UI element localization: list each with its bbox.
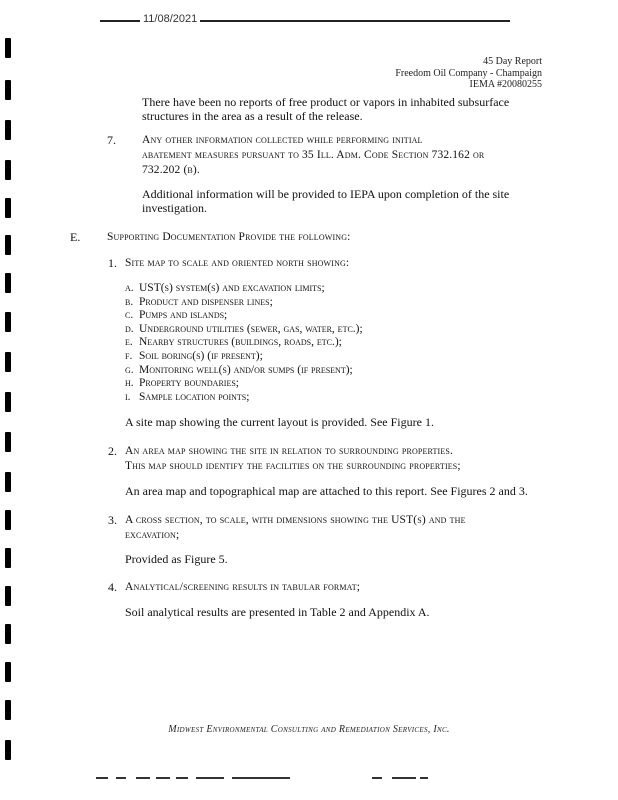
binder-hole-mark	[5, 160, 11, 180]
scan-dash	[372, 777, 382, 779]
site-map-checklist	[125, 282, 363, 404]
binder-hole-mark	[5, 38, 11, 58]
sub1-number: 1.	[108, 256, 117, 270]
list-item: e. Nearby structures (buildings, roads, etc.);	[125, 336, 342, 349]
binder-hole-mark	[5, 273, 11, 293]
intro-paragraph: There have been no reports of free product or vapors in inhabited subsurface structures in the area as a result of the release.	[142, 95, 510, 123]
section-e-letter: E.	[70, 230, 81, 244]
sub1-response: A site map showing the current layout is provided. See Figure 1.	[125, 415, 434, 429]
item7-response: Additional information will be provided to IEPA upon completion of the site investigation.	[142, 187, 510, 215]
scan-dash	[96, 777, 108, 779]
list-item: g. Monitoring well(s) and/or sumps (if present);	[125, 363, 353, 376]
binder-hole-mark	[5, 548, 11, 568]
sub4-response: Soil analytical results are presented in Table 2 and Appendix A.	[125, 605, 430, 619]
list-item: f. Soil boring(s) (if present);	[125, 349, 263, 362]
binder-hole-mark	[5, 586, 11, 606]
sub3-response: Provided as Figure 5.	[125, 552, 228, 566]
header-report-title: 45 Day Report	[483, 56, 542, 67]
binder-hole-mark	[5, 432, 11, 452]
scan-dash	[136, 777, 150, 779]
binder-hole-mark	[5, 392, 11, 412]
date-stamp: 11/08/2021	[140, 13, 200, 25]
binder-hole-mark	[5, 235, 11, 255]
scan-dash	[232, 777, 290, 779]
binder-hole-mark	[5, 80, 11, 100]
binder-hole-mark	[5, 510, 11, 530]
binder-hole-mark	[5, 312, 11, 332]
sub2-number: 2.	[108, 444, 117, 458]
scan-dash	[196, 777, 224, 779]
binder-hole-mark	[5, 624, 11, 644]
list-item: b. Product and dispenser lines;	[125, 295, 273, 308]
item7-title: Any other information collected while performing initial abatement measures pursuant to 35 Ill. Adm. Code Section 732.162 or 732.202 (b).	[142, 134, 485, 176]
sub3-number: 3.	[108, 513, 117, 527]
section-e-title: Supporting Documentation Provide the following:	[107, 231, 351, 243]
sub4-title: Analytical/screening results in tabular format;	[125, 581, 361, 593]
sub4-number: 4.	[108, 580, 117, 594]
item7-number: 7.	[107, 133, 116, 147]
scan-dash	[116, 777, 126, 779]
header-iema-number: IEMA #20080255	[469, 79, 542, 90]
list-item: i. Sample location points;	[125, 390, 250, 403]
sub2-response: An area map and topographical map are attached to this report. See Figures 2 and 3.	[125, 484, 528, 498]
binder-hole-mark	[5, 352, 11, 372]
binder-hole-mark	[5, 472, 11, 492]
scan-dash	[392, 777, 416, 779]
list-item: h. Property boundaries;	[125, 377, 239, 390]
page-footer: Midwest Environmental Consulting and Remediation Services, Inc.	[168, 724, 450, 735]
header-company: Freedom Oil Company - Champaign	[395, 67, 542, 79]
binder-hole-mark	[5, 740, 11, 760]
scan-dash	[176, 777, 188, 779]
binder-hole-mark	[5, 662, 11, 682]
sub2-title: An area map showing the site in relation to surrounding properties. This map should identify the facilities on the surrounding properties;	[125, 445, 461, 472]
list-item: c. Pumps and islands;	[125, 309, 228, 322]
binder-hole-mark	[5, 700, 11, 720]
sub3-title: A cross section, to scale, with dimensions showing the UST(s) and the excavation;	[125, 514, 466, 541]
list-item: a. UST(s) system(s) and excavation limits;	[125, 282, 325, 294]
binder-hole-mark	[5, 120, 11, 140]
report-header	[395, 56, 542, 91]
binder-hole-mark	[5, 198, 11, 218]
list-item: d. Underground utilities (sewer, gas, water, etc.);	[125, 322, 363, 335]
scan-dash	[156, 777, 170, 779]
sub1-title: Site map to scale and oriented north showing:	[125, 257, 350, 269]
scan-dash	[420, 777, 428, 779]
